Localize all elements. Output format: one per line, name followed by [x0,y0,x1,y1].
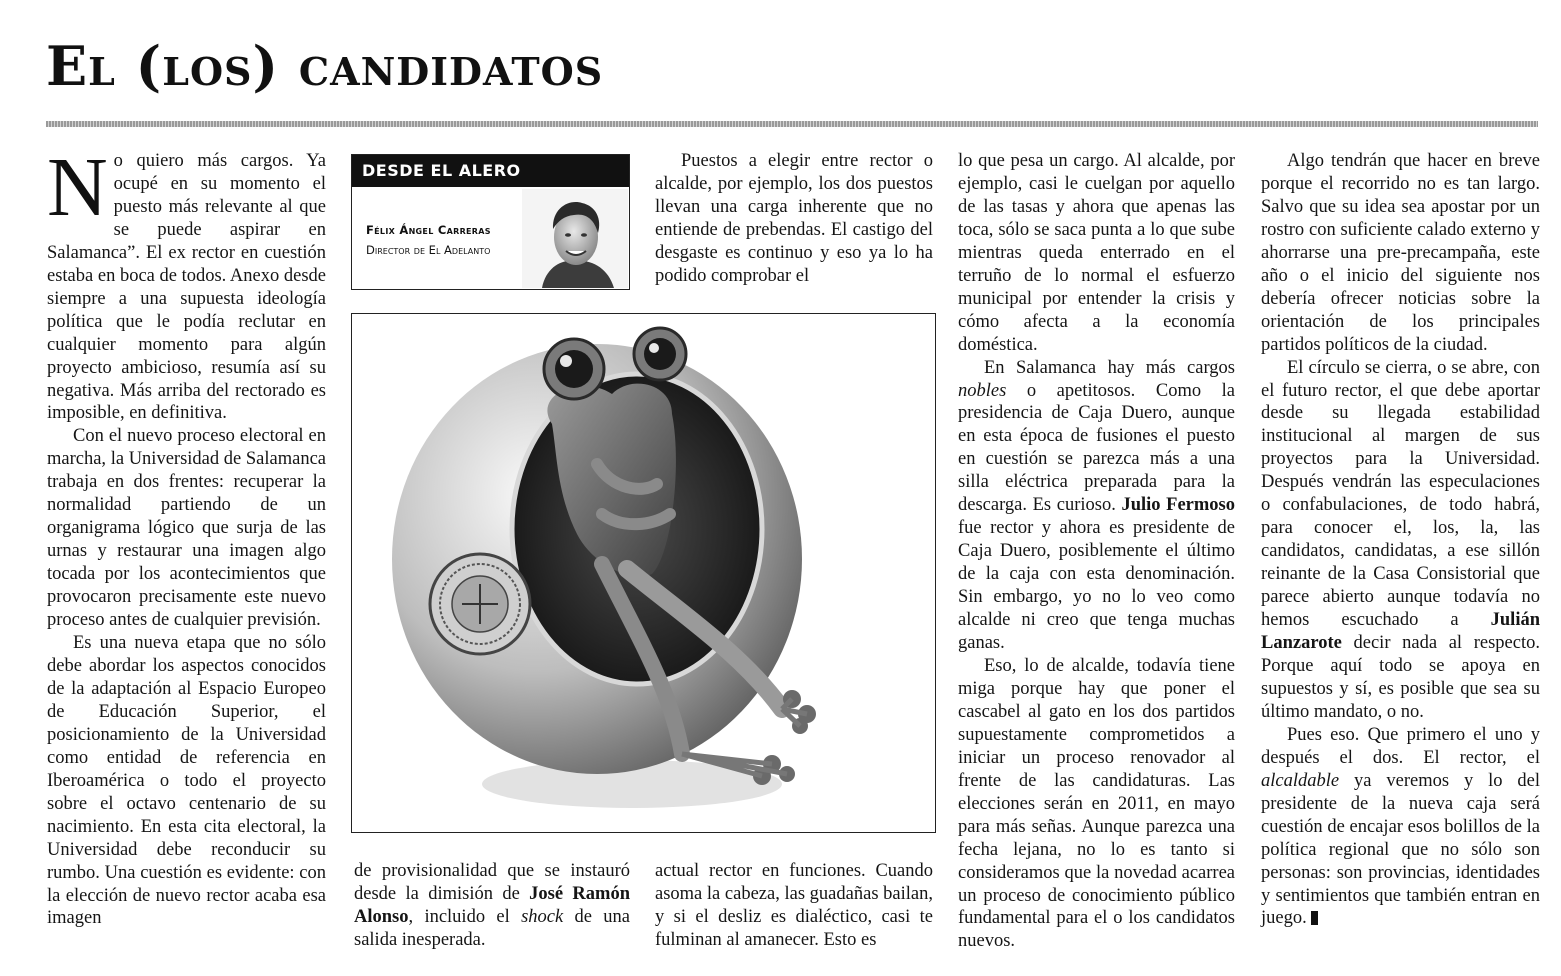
column-box-role: Director de El Adelanto [366,243,491,257]
article-column-2-bottom [354,860,630,952]
person-name: Julián Lanzarote [1261,610,1540,654]
person-name: Julio Fermoso [1121,495,1235,516]
author-photo [522,189,628,288]
article-paragraph: Eso, lo de alcalde, todavía tiene miga porque hay que poner el cascabel al gato en los dos partidos supuestamente comprometidos a iniciar un proceso renovador al frente de las candidaturas. Las elecciones serán en 2011, en mayo para más señas. Aunque parezca una fecha lejana, no lo es tanto si consideramos que la novedad acarrea un proceso de conocimiento público fundamental para el o los candidatos nuevos. [958,655,1235,952]
column-box-author: Félix Ángel Carreras [366,223,491,237]
article-paragraph: lo que pesa un cargo. Al alcalde, por ejemplo, casi le cuelgan por aquello de las tasas y ahora que apenas las toca, sólo se saca punta a lo que sube mientras queda enterrado en el terruño de lo normal el esfuerzo municipal por entender la crisis y cómo afecta a la economía doméstica. [958,151,1235,355]
person-name: José Ramón Alonso [354,883,630,927]
column-box-header: DESDE EL ALERO [352,155,629,187]
end-mark-icon [1311,911,1318,925]
headline-rule [46,121,1538,127]
headline: El (los) candidatos [46,34,604,98]
article-column-4 [958,150,1235,953]
article-column-3-top [655,150,933,288]
article-paragraph: de provisionalidad que se instauró desde la dimisión de José Ramón Alonso, incluido el shock de una salida inesperada. [354,861,630,950]
article-column-3-bottom [655,860,933,952]
article-paragraph: Algo tendrán que hacer en breve porque el recorrido no es tan largo. Salvo que su idea sea apostar por un rostro con suficiente calado externo y ahorrarse una pre-precampaña, este año o el inicio del siguiente nos debería ofrecer noticias sobre la orientación de los principales partidos políticos de la ciudad. [1261,151,1540,355]
opinion-column-box [351,154,630,290]
article-paragraph: Puestos a elegir entre rector o alcalde, por ejemplo, los dos puestos llevan una carga inherente que no entiende de prebendas. El castigo del desgaste es continuo y eso ya lo ha podido comprobar el [655,151,933,286]
university-seal-icon [430,554,530,654]
article-paragraph: Es una nueva etapa que no sólo debe abordar los aspectos conocidos de la adaptación al Espacio Europeo de Educación Superior, el posicionamiento de la Universidad como entidad de referencia en Iberoamérica o todo el proyecto sobre el octavo centenario de su nacimiento. En esta cita electoral, la Universidad debe reconducir su rumbo. Una cuestión es evidente: con la elección de nuevo rector acaba esa imagen [47,633,326,929]
article-column-1 [47,141,326,930]
article-paragraph: actual rector en funciones. Cuando asoma la cabeza, las guadañas bailan, y si el desliz es dialéctico, casi te fulminan al amanecer. Esto es [655,861,933,950]
drop-cap: N [47,141,108,234]
article-paragraph: No quiero más cargos. Ya ocupé en su momento el puesto más relevante al que se puede aspirar en Salamanca”. El ex rector en cuestión estaba en boca de todos. Anexo desde siempre a una supuesta ideología política que le podía reclutar en cualquier momento para algún proyecto ambicioso, resumía así su negativa. Más arriba del rectorado es imposible, en definitiva. [47,141,326,424]
article-column-5 [1261,150,1540,930]
article-paragraph: El círculo se cierra, o se abre, con el futuro rector, el que debe aportar desde su llegada estabilidad institucional al margen de sus proyectos para la Universidad. Después vendrán las especulaciones o confabulaciones, de todo habrá, para conocer el, los, la, las candidatos, candidatas, a ese sillón reinante de la Casa Consistorial que parece abierto aunque todavía no hemos escuchado a Julián Lanzarote decir nada al respecto. Porque aquí todo se apoya en supuestos y sí, es posible que sea su último mandato, o no. [1261,357,1540,722]
frog-cup-illustration [351,313,936,833]
article-paragraph: Con el nuevo proceso electoral en marcha, la Universidad de Salamanca trabaja en dos frentes: recuperar la normalidad partiendo de un organigrama lógico que surja de las urnas y restaurar una imagen algo tocada por los acontecimientos que provocaron precisamente este nuevo proceso antes de cualquier previsión. [47,426,326,631]
article-paragraph: Pues eso. Que primero el uno y después el dos. El rector, el alcaldable ya veremos y lo del presidente de la nueva caja será cuestión de encajar esos bolillos de la política regional que no sólo son personas: son provincias, identidades y sentimientos que también entran en juego. [1261,724,1540,929]
article-paragraph: En Salamanca hay más cargos nobles o apetitosos. Como la presidencia de Caja Duero, aunque en esta época de fusiones el puesto en cuestión se parezca más a una silla eléctrica preparada para la descarga. Es curioso. Julio Fermoso fue rector y ahora es presidente de Caja Duero, posiblemente el último de la caja con esta denominación. Sin embargo, yo no lo veo como alcalde ni creo que tenga muchas ganas. [958,357,1235,654]
